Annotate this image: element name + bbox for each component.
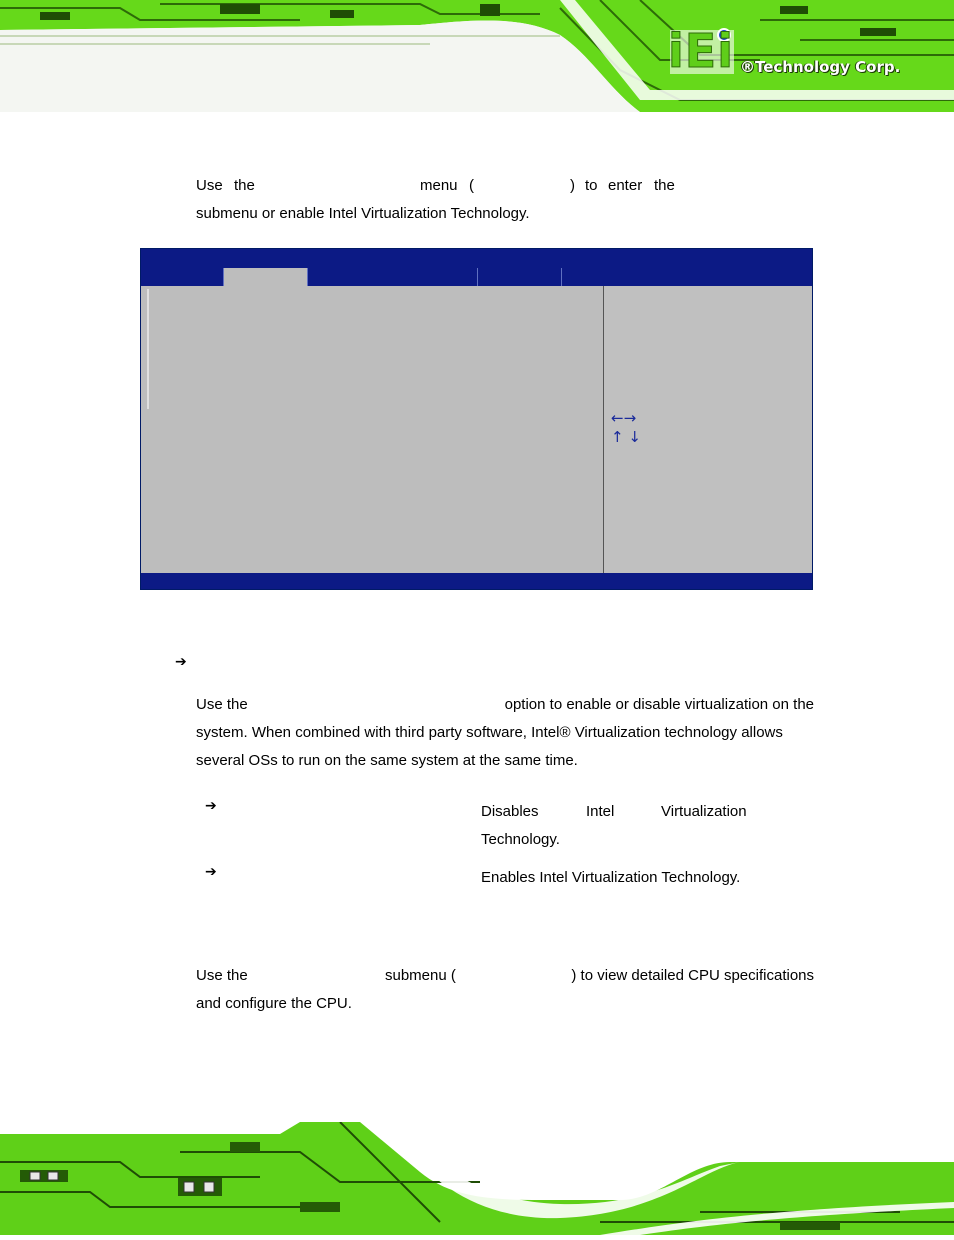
cpu-paragraph bbox=[196, 962, 814, 1020]
virtualization-paragraph bbox=[196, 691, 814, 777]
up-down-arrow-icon: ↑ ↓ bbox=[611, 428, 641, 446]
page-footer-banner bbox=[0, 1122, 954, 1235]
option-enabled-description: Enables Intel Virtualization Technology. bbox=[481, 869, 741, 886]
intro-line-2: submenu or enable Intel Virtualization Technology. bbox=[196, 205, 530, 222]
intro-paragraph bbox=[196, 172, 816, 232]
bios-navigation-keys bbox=[611, 409, 641, 447]
para-text: option to enable or disable virtualization on the bbox=[504, 696, 814, 713]
intro-word: Use bbox=[196, 177, 223, 194]
bios-status-bar bbox=[141, 573, 812, 589]
option-desc-word: Technology. bbox=[481, 831, 560, 848]
circuit-board-banner bbox=[0, 0, 954, 112]
para-text: ) to view detailed CPU specifications bbox=[571, 967, 814, 984]
option-desc-word: Intel bbox=[586, 803, 615, 820]
intro-word: menu bbox=[420, 177, 458, 194]
intro-word: the bbox=[234, 177, 255, 194]
bios-tab[interactable] bbox=[141, 268, 224, 286]
bios-tab[interactable] bbox=[308, 268, 478, 286]
intro-word: to bbox=[585, 177, 598, 194]
intro-word: ) bbox=[570, 177, 575, 194]
para-text: Use the bbox=[196, 696, 248, 713]
arrow-bullet-icon: ➔ bbox=[205, 798, 217, 814]
para-text: system. When combined with third party software, Intel® Virtualization technology allows bbox=[196, 724, 783, 741]
para-text: several OSs to run on the same system at the same time. bbox=[196, 752, 578, 769]
bios-tab[interactable] bbox=[478, 268, 562, 286]
bios-menu-bar bbox=[141, 268, 812, 286]
option-desc-word: Virtualization bbox=[661, 803, 747, 820]
company-brand-text: ®Technology Corp. bbox=[740, 58, 901, 76]
option-desc-word: Disables bbox=[481, 803, 539, 820]
left-right-arrow-icon: ←→ bbox=[611, 409, 637, 427]
arrow-bullet-icon: ➔ bbox=[205, 864, 217, 880]
circuit-board-footer bbox=[0, 1122, 954, 1235]
intro-word: ( bbox=[469, 177, 474, 194]
bios-title-bar bbox=[141, 249, 812, 268]
bios-scroll-indicator bbox=[147, 289, 149, 409]
intro-word: enter bbox=[608, 177, 643, 194]
para-text: submenu ( bbox=[385, 967, 456, 984]
intro-word: the bbox=[654, 177, 675, 194]
option-disabled-description bbox=[481, 798, 771, 854]
bios-tab-active[interactable] bbox=[224, 268, 308, 286]
para-text: Use the bbox=[196, 967, 248, 984]
bios-screenshot bbox=[140, 248, 813, 590]
arrow-bullet-icon: ➔ bbox=[175, 654, 187, 670]
company-logo: iEi bbox=[668, 24, 734, 78]
page-header-banner bbox=[0, 0, 954, 112]
para-text: and configure the CPU. bbox=[196, 995, 352, 1012]
